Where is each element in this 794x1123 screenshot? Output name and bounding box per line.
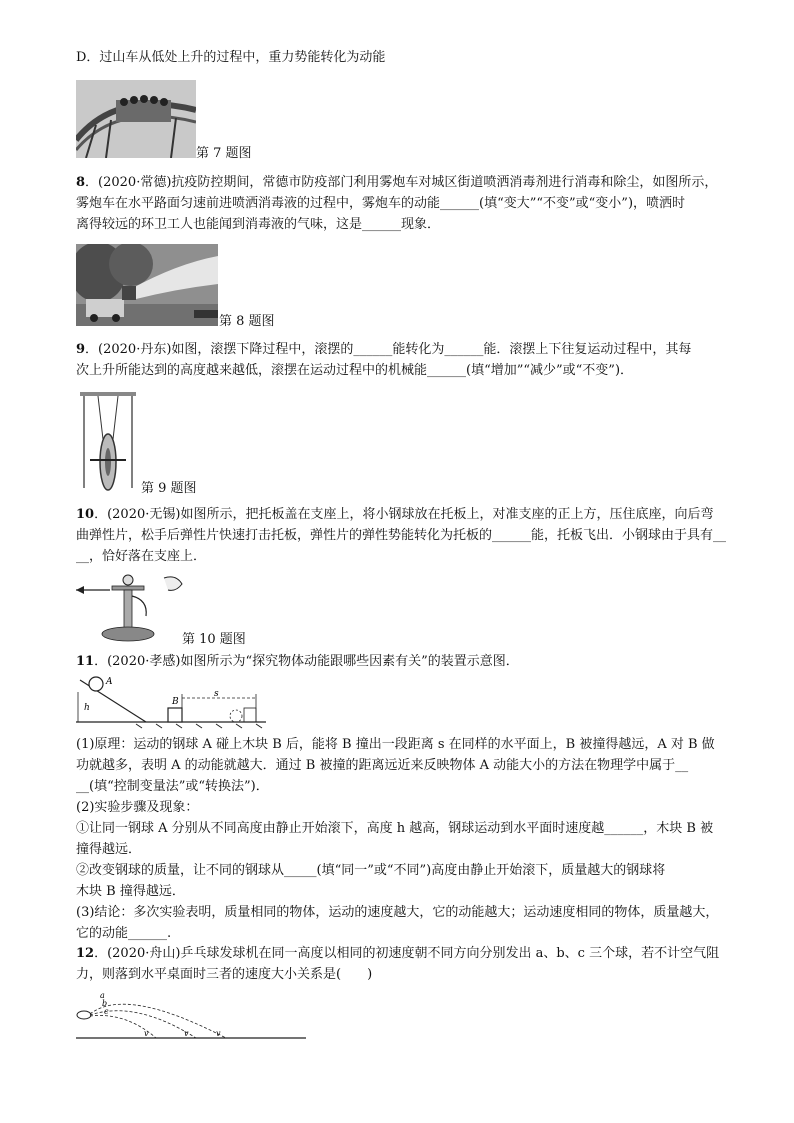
q11-p2: (2)实验步骤及现象：	[76, 800, 199, 815]
label-v2: v	[184, 1029, 189, 1038]
q9-line2: 次上升所能达到的高度越来越低，滚摆在运动过程中的机械能______(填“增加”“减少”或“不变”)．	[76, 363, 634, 378]
q11-p3a: (3)结论：多次实验表明，质量相同的物体，运动的速度越大，它的动能越大；运动速度相同的物体，质量越大，	[76, 905, 719, 920]
q9-caption: 第 9 题图	[141, 481, 197, 496]
q9-text1: ．(2020·丹东)如图，滚摆下降过程中，滚摆的______能转化为______能．滚摆上下往复运动过程中，其每	[85, 342, 692, 357]
q10-line3: __，恰好落在支座上．	[76, 549, 207, 564]
q12-line1	[76, 946, 748, 962]
q10-line1	[76, 507, 748, 523]
ping-pong-launcher-figure	[76, 990, 306, 1042]
q7-option-d: D．过山车从低处上升的过程中，重力势能转化为动能	[76, 50, 386, 65]
q8-line3: 离得较远的环卫工人也能闻到消毒液的气味，这是______现象．	[76, 217, 441, 232]
q9-number: 9	[76, 342, 86, 357]
q9-line1	[76, 342, 748, 358]
q11-p2-2b: 木块 B 撞得越远．	[76, 884, 185, 899]
q8-line2: 雾炮车在水平路面匀速前进喷洒消毒液的过程中，雾炮车的动能______(填“变大”“不变”或“变小”)，喷洒时	[76, 196, 686, 211]
label-b: B	[172, 697, 179, 707]
q11-p2-2a: ②改变钢球的质量，让不同的钢球从_____(填“同一”或“不同”)高度由静止开始滚下，质量越大的钢球将	[76, 863, 666, 878]
maxwell-wheel-figure	[76, 388, 146, 498]
q10-line2: 曲弹性片，松手后弹性片快速打击托板，弹性片的弹性势能转化为托板的______能，托板飞出．小钢球由于具有__	[76, 528, 727, 543]
fog-cannon-drawing	[76, 244, 218, 326]
q8-line1	[76, 175, 748, 191]
q8-text1: ．(2020·常德)抗疫防控期间，常德市防疫部门利用雾炮车对城区街道喷洒消毒剂进行消毒和除尘，如图所示，	[85, 175, 718, 190]
roller-coaster-drawing	[76, 80, 196, 158]
label-v1: v	[144, 1029, 149, 1038]
ramp-drawing	[76, 674, 266, 730]
kinetic-energy-apparatus-figure	[76, 674, 266, 730]
label-ball-c: c	[104, 1007, 109, 1016]
q10-number: 10	[76, 507, 95, 522]
q10-text1: ．(2020·无锡)如图所示，把托板盖在支座上，将小钢球放在托板上，对准支座的正上方，压住底座，向后弯	[94, 507, 714, 522]
elastic-plate-drawing	[76, 570, 186, 644]
fog-cannon-truck-photo	[76, 244, 218, 326]
q11-p1c: __(填“控制变量法”或“转换法”)．	[76, 779, 269, 794]
q12-number: 12	[76, 946, 95, 961]
q8-caption: 第 8 题图	[219, 314, 275, 329]
q11-p2-1b: 撞得越远．	[76, 842, 142, 857]
q11-line1	[76, 654, 748, 670]
q12-text1: ．(2020·舟山)乒乓球发球机在同一高度以相同的初速度朝不同方向分别发出 a、b、c 三个球，若不计空气阻	[94, 946, 720, 961]
label-a: A	[106, 677, 113, 687]
label-v3: v	[216, 1029, 221, 1038]
q11-p1b: 功就越多，表明 A 的动能就越大．通过 B 被撞的距离远近来反映物体 A 动能大小的方法在物理学中属于__	[76, 758, 689, 773]
q7-caption: 第 7 题图	[196, 146, 252, 161]
q10-caption: 第 10 题图	[182, 632, 246, 647]
q8-number: 8	[76, 175, 86, 190]
label-ball-b: b	[102, 999, 108, 1008]
roller-coaster-photo	[76, 80, 196, 158]
q11-p1a: (1)原理：运动的钢球 A 碰上木块 B 后，能将 B 撞出一段距离 s 在同样的水平面上，B 被撞得越远，A 对 B 做	[76, 737, 715, 752]
q11-p2-1a: ①让同一钢球 A 分别从不同高度由静止开始滚下，高度 h 越高，钢球运动到水平面时速度越______，木块 B 被	[76, 821, 714, 836]
elastic-plate-apparatus-figure	[76, 570, 186, 644]
q12-line2: 力，则落到水平桌面时三者的速度大小关系是( )	[76, 967, 373, 982]
label-h: h	[84, 703, 90, 713]
q11-text1: ．(2020·孝感)如图所示为“探究物体动能跟哪些因素有关”的装置示意图．	[94, 654, 519, 669]
q11-number: 11	[76, 654, 95, 669]
label-s: s	[214, 689, 219, 699]
label-ball-a: a	[100, 991, 105, 1000]
trajectory-drawing	[76, 990, 306, 1042]
q11-p3b: 它的动能______.	[76, 926, 172, 941]
maxwell-wheel-drawing	[76, 388, 146, 498]
